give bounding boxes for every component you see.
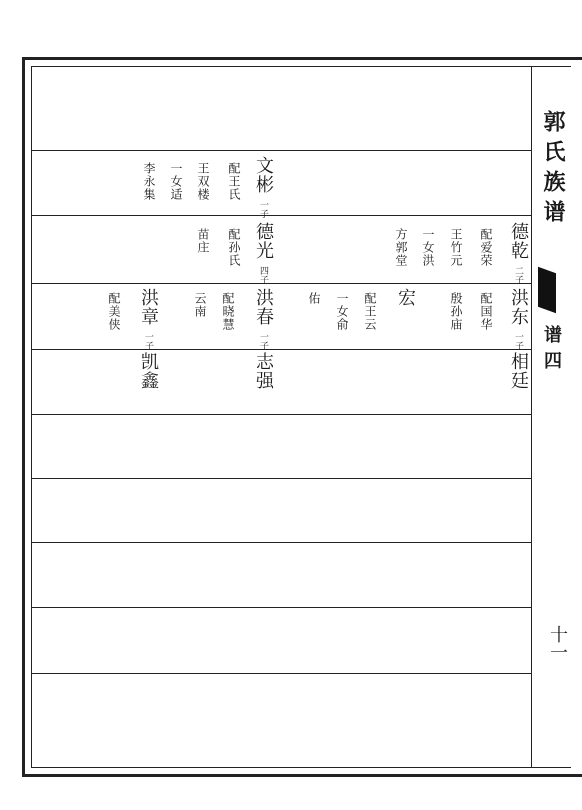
note: 苗庄 [196, 228, 210, 254]
note: 配美侠 [107, 292, 121, 331]
note: 一女适 [169, 162, 183, 201]
side-mark [538, 267, 556, 314]
entry-relation: 一子 [258, 332, 268, 350]
entry-name: 志强 [253, 352, 274, 390]
note: 云南 [193, 292, 207, 318]
row-divider [31, 414, 531, 415]
row-divider [31, 150, 531, 151]
row-divider [31, 673, 531, 674]
note: 配孙氏 [227, 228, 241, 267]
note: 王双楼 [196, 162, 210, 201]
entry-name: 洪章 [138, 288, 159, 326]
note: 配王云 [363, 292, 377, 331]
entry-relation: 一子 [143, 332, 153, 350]
note: 配晓慧 [221, 292, 235, 331]
row-divider [31, 478, 531, 479]
row-divider [31, 349, 531, 350]
note: 殷孙庙 [449, 292, 463, 331]
entry-name: 德乾 [508, 222, 529, 260]
entry-name: 相廷 [508, 352, 529, 390]
note: 配国华 [479, 292, 493, 331]
entry-name: 凯鑫 [138, 352, 159, 390]
note: 配爱荣 [479, 228, 493, 267]
note: 一女洪 [421, 228, 435, 267]
side-title: 郭氏族谱 [540, 110, 566, 230]
entry-relation: 四子 [258, 266, 268, 284]
row-divider [31, 542, 531, 543]
note: 王竹元 [449, 228, 463, 267]
entry-relation: 二子 [513, 266, 523, 284]
note: 李永集 [142, 162, 156, 201]
entry-name: 文彬 [253, 156, 274, 194]
entry-name: 洪春 [253, 288, 274, 326]
note: 配王氏 [227, 162, 241, 201]
inner-frame [31, 66, 571, 768]
note: 方郭堂 [394, 228, 408, 267]
entry-name: 德光 [253, 222, 274, 260]
note: 一女俞 [335, 292, 349, 331]
side-page-number: 十一 [547, 625, 568, 661]
entry-name: 洪东 [508, 288, 529, 326]
note: 佑 [307, 292, 321, 305]
margin-rule [531, 66, 532, 768]
entry-relation: 一子 [513, 332, 523, 350]
side-section: 谱四 [541, 325, 562, 377]
entry-relation: 一子 [258, 200, 268, 218]
row-divider [31, 215, 531, 216]
row-divider [31, 607, 531, 608]
entry-name: 宏 [395, 288, 416, 307]
row-divider [31, 283, 531, 284]
